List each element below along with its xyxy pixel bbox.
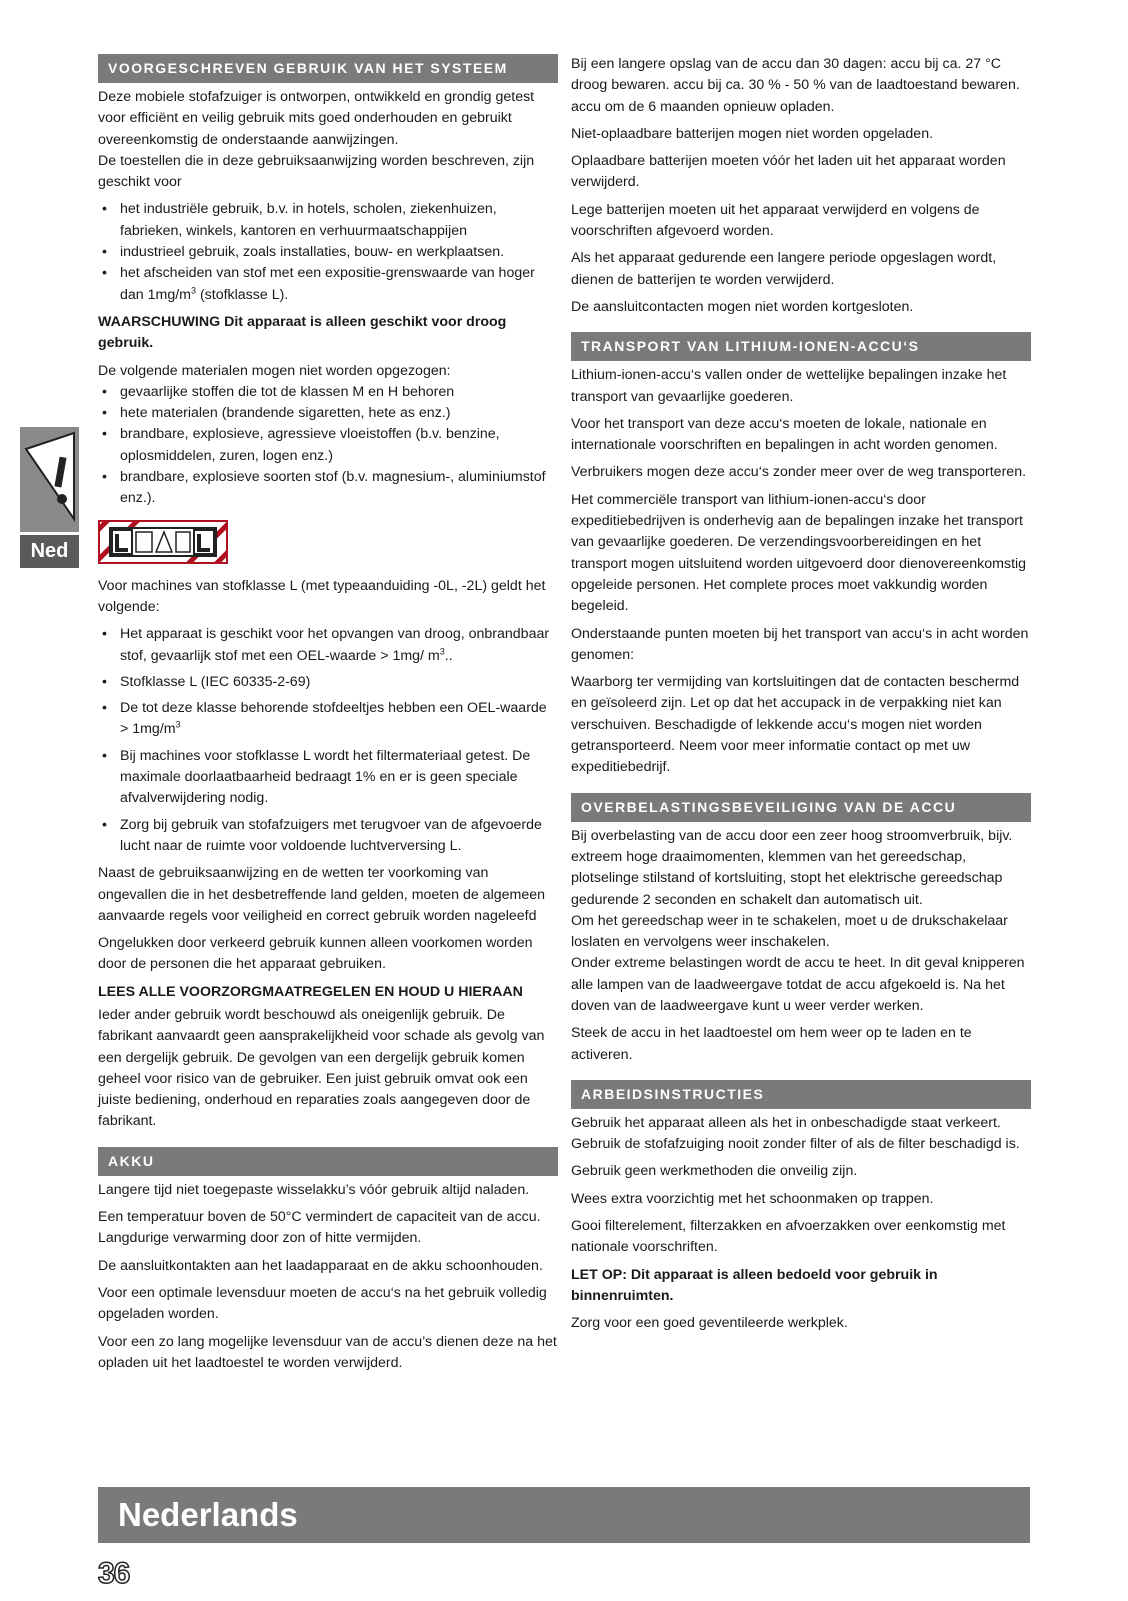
paragraph: De volgende materialen mogen niet worden opgezogen: <box>98 362 451 379</box>
paragraph: Niet-oplaadbare batterijen mogen niet worden opgeladen. <box>571 125 934 142</box>
side-tab-label: Ned <box>20 535 79 568</box>
usage-list <box>98 199 558 305</box>
paragraph: Lege batterijen moeten uit het apparaat verwijderd en volgens de voorschriften afgevoerd worden. <box>571 201 980 240</box>
paragraph: Langere tijd niet toegepaste wisselakku’s vóór gebruik altijd naladen. <box>98 1181 530 1198</box>
paragraph: Wees extra voorzichtig met het schoonmaken op trappen. <box>571 1190 934 1207</box>
paragraph: Gebruik geen werkmethoden die onveilig zijn. <box>571 1163 858 1180</box>
dust-class-l-symbol <box>98 520 558 564</box>
right-column <box>571 54 1031 1341</box>
paragraph: Gebruik het apparaat alleen als het in onbeschadigde staat verkeert. Gebruik de stofafzuiging nooit zonder filter of als de filter beschadigd is. <box>571 1114 1020 1153</box>
paragraph: De aansluitcontacten mogen niet worden kortgesloten. <box>571 298 914 315</box>
paragraph: De aansluitkontakten aan het laadapparaat en de akku schoonhouden. <box>98 1257 543 1274</box>
paragraph: Bij overbelasting van de accu door een zeer hoog stroomverbruik, bijv. extreem hoge draaimomenten, klemmen van het gereedschap, plotselinge stilstand of kortsluiting, stopt het elektrische gereedschap gedurende 2 seconden en schakelt dan automatisch uit. <box>571 827 1013 908</box>
list-item: • gevaarlijke stoffen die tot de klassen M en H behoren <box>98 382 558 403</box>
paragraph: Ongelukken door verkeerd gebruik kunnen alleen voorkomen worden door de personen die het apparaat gebruiken. <box>98 935 533 973</box>
paragraph: Waarborg ter vermijding van kortsluitingen dat de contacten beschermd en geïsoleerd zijn. Let op dat het accupack in de verpakking niet kan verschuiven. Beschadigde of lekkende accu‘s mogen niet worden getransporteerd. Neem voor meer informatie contact op met uw expeditiebedrijf. <box>571 674 1020 776</box>
footer-language-band <box>98 1487 1030 1543</box>
section-header-transport: TRANSPORT VAN LITHIUM-IONEN-ACCU‘S <box>571 332 1031 361</box>
paragraph: Naast de gebruiksaanwijzing en de wetten ter voorkoming van ongevallen die in het desbetreffende land gelden, moeten de algemeen aanvaarde regels voor veiligheid en correct gebruik worden nageleefd <box>98 865 545 924</box>
list-item: • brandbare, explosieve soorten stof (b.v. magnesium-, aluminiumstof enz.). <box>98 467 558 510</box>
dust-class-l-icon <box>98 520 228 564</box>
warning-text: LET OP: Dit apparaat is alleen bedoeld voor gebruik in binnenruimten. <box>571 1266 938 1304</box>
list-item: • De tot deze klasse behorende stofdeeltjes hebben een OEL-waarde > $1mg/m^3$ <box>98 698 558 741</box>
paragraph: Bij een langere opslag van de accu dan 30 dagen: accu bij ca. 27 °C droog bewaren. accu bij ca. 30 % - 50 % van de laadtoestand bewaren. accu om de 6 maanden opnieuw opladen. <box>571 56 1020 115</box>
paragraph: Een temperatuur boven de 50°C vermindert de capaciteit van de accu. Langdurige verwarming door zon of hitte vermijden. <box>98 1209 541 1247</box>
paragraph: Om het gereedschap weer in te schakelen, moet u de drukschakelaar loslaten en vervolgens weer inschakelen. <box>571 912 1008 951</box>
warning-text: WAARSCHUWING Dit apparaat is alleen geschikt voor droog gebruik. <box>98 313 507 352</box>
paragraph: Voor het transport van deze accu‘s moeten de lokale, nationale en internationale voorschriften en bepalingen in acht worden genomen. <box>571 415 998 454</box>
paragraph: Oplaadbare batterijen moeten vóór het laden uit het apparaat worden verwijderd. <box>571 153 1006 191</box>
paragraph: Zorg voor een goed geventileerde werkplek. <box>571 1315 848 1332</box>
list-item: • brandbare, explosieve, agressieve vloeistoffen (b.v. benzine, oplosmiddelen, zuren, logen enz.) <box>98 424 558 467</box>
bold-heading: LEES ALLE VOORZORGMAATREGELEN EN HOUD U HIERAAN <box>98 983 523 1000</box>
paragraph: Ieder ander gebruik wordt beschouwd als oneigenlijk gebruik. De fabrikant aanvaardt geen aansprakelijkheid voor schade als gevolg van een dergelijk gebruik. De gevolgen van een dergelijk gebruik komen geheel voor risico van de gebruiker. Een juist gebruik omvat ook een juiste bediening, onderhoud en reparaties zoals aangegeven door de fabrikant. <box>98 1006 545 1130</box>
paragraph: Onderstaande punten moeten bij het transport van accu‘s in acht worden genomen: <box>571 625 1029 663</box>
paragraph: Als het apparaat gedurende een langere periode opgeslagen wordt, dienen de batterijen te worden verwijderd. <box>571 250 997 288</box>
section-header-arbeidsinstructies: ARBEIDSINSTRUCTIES <box>571 1080 1031 1109</box>
paragraph: Onder extreme belastingen wordt de accu te heet. In dit geval knipperen alle lampen van de laadweergave totdat de accu afgekoeld is. Na het doven van de laadweergave kunt u weer verder werken. <box>571 955 1025 1014</box>
paragraph: Voor machines van stofklasse L (met typeaanduiding -0L, -2L) geldt het volgende: <box>98 577 546 615</box>
page-number: 36 <box>98 1557 130 1590</box>
section-header-akku: AKKU <box>98 1147 558 1176</box>
section-header-voorgeschreven-gebruik: VOORGESCHREVEN GEBRUIK VAN HET SYSTEEM <box>98 54 558 83</box>
left-column <box>98 54 558 1380</box>
list-item: • het afscheiden van stof met een expositie-grenswaarde van hoger dan $1mg/m^3$ (stofklasse L). <box>98 263 558 306</box>
list-item: • hete materialen (brandende sigaretten, hete as enz.) <box>98 403 558 424</box>
list-item: • Zorg bij gebruik van stofafzuigers met terugvoer van de afgevoerde lucht naar de ruimte voor voldoende luchtverversing L. <box>98 815 558 858</box>
section-header-overbelasting: OVERBELASTINGSBEVEILIGING VAN DE ACCU <box>571 793 1031 822</box>
side-language-tab <box>20 427 79 568</box>
paragraph: Voor een zo lang mogelijke levensduur van de accu’s dienen deze na het opladen uit het laadtoestel te worden verwijderd. <box>98 1333 557 1371</box>
paragraph: Het commerciële transport van lithium-ionen-accu‘s door expeditiebedrijven is onderhevig aan de bepalingen inzake het transport van gevaarlijke goederen. De verzendingsvoorbereidingen en het transport mogen uitsluitend worden uitgevoerd door dienovereenkomstig opgeleide personen. Het complete proces moet vakkundig worden begeleid. <box>571 491 1027 615</box>
list-item: • Bij machines voor stofklasse L wordt het filtermateriaal getest. De maximale doorlaatbaarheid bedraagt 1% en er is geen speciale afvalverwijdering nodig. <box>98 746 558 810</box>
paragraph: Lithium-ionen-accu‘s vallen onder de wettelijke bepalingen inzake het transport van gevaarlijke goederen. <box>571 367 1007 405</box>
paragraph: Verbruikers mogen deze accu‘s zonder meer over de weg transporteren. <box>571 464 1027 481</box>
list-item: • het industriële gebruik, b.v. in hotels, scholen, ziekenhuizen, fabrieken, winkels, kantoren en verhuurmaatschappijen <box>98 199 558 242</box>
warning-triangle-icon <box>20 427 79 532</box>
paragraph: Voor een optimale levensduur moeten de accu‘s na het gebruik volledig opgeladen worden. <box>98 1284 547 1323</box>
list-item: • industrieel gebruik, zoals installaties, bouw- en werkplaatsen. <box>98 242 558 263</box>
list-item: • Het apparaat is geschikt voor het opvangen van droog, onbrandbaar stof, gevaarlijk stof met een OEL-waarde > 1mg/ $m^3$.. <box>98 624 558 667</box>
paragraph: Steek de accu in het laadtoestel om hem weer op te laden en te activeren. <box>571 1025 972 1063</box>
forbidden-materials-list <box>98 382 558 510</box>
paragraph: Deze mobiele stofafzuiger is ontworpen, ontwikkeld en grondig getest voor efficiënt en veilig gebruik mits goed onderhouden en gebruikt overeenkomstig de onderstaande aanwijzingen. De toestellen die in deze gebruiksaanwijzing worden beschreven, zijn geschikt voor <box>98 89 535 191</box>
dust-class-list <box>98 624 558 857</box>
footer-title: Nederlands <box>118 1496 298 1533</box>
paragraph: Gooi filterelement, filterzakken en afvoerzakken over eenkomstig met nationale voorschriften. <box>571 1218 1006 1256</box>
list-item: • Stofklasse L (IEC 60335-2-69) <box>98 672 558 693</box>
